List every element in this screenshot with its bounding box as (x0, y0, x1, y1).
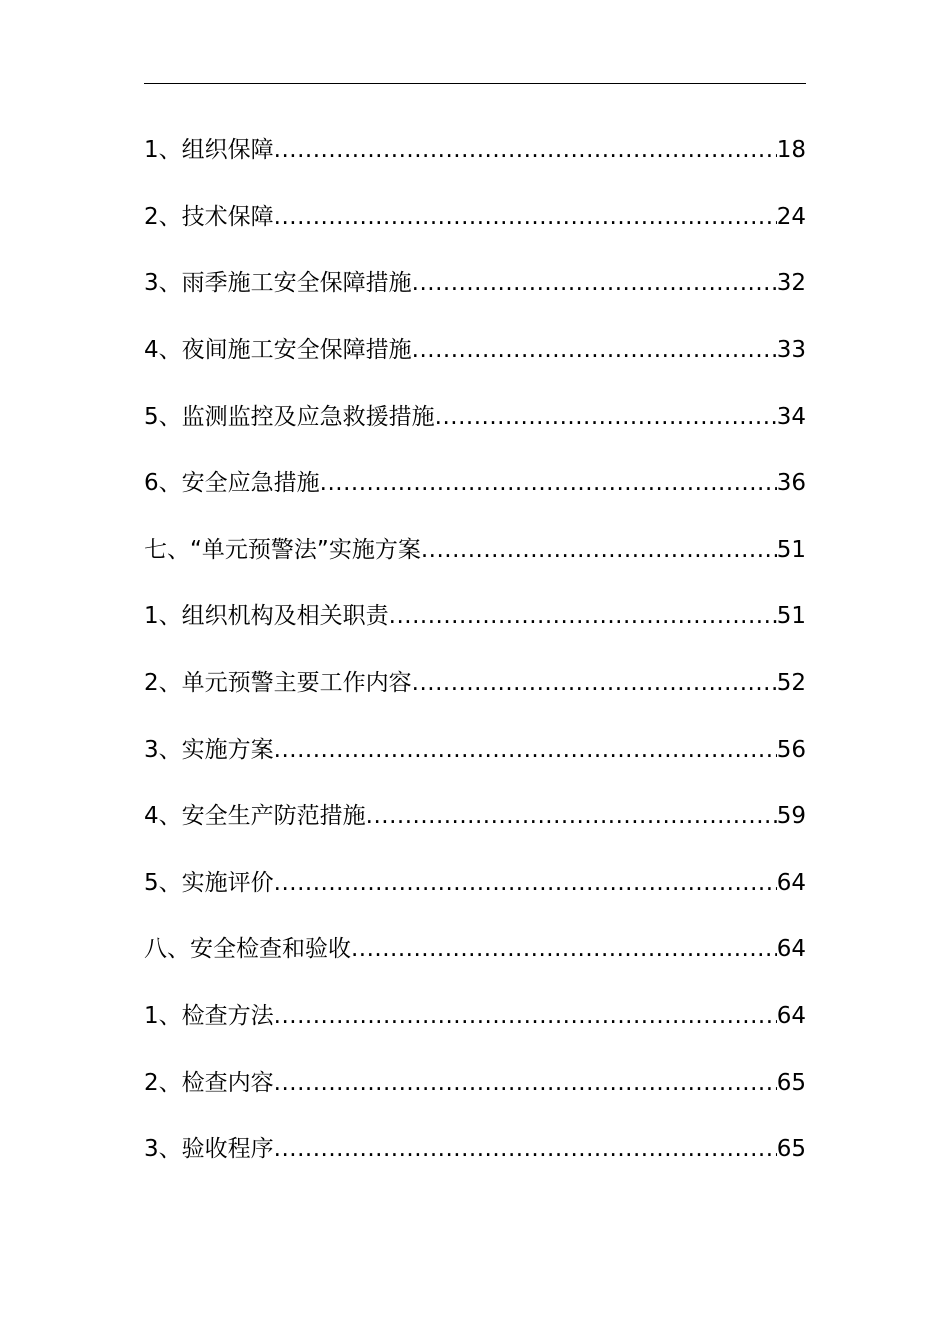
toc-dot-leader (274, 868, 777, 898)
toc-entry[interactable] (144, 117, 806, 184)
toc-entry-page: 65 (776, 1069, 806, 1096)
toc-entry-title: 4、夜间施工安全保障措施 (144, 337, 412, 364)
toc-entry-page: 36 (776, 470, 806, 497)
toc-entry[interactable] (144, 517, 806, 584)
toc-dot-leader (351, 934, 777, 964)
toc-entry[interactable] (144, 583, 806, 650)
toc-entry[interactable] (144, 184, 806, 251)
toc-entry-page: 59 (776, 803, 806, 830)
toc-dot-leader (435, 402, 777, 432)
toc-entry[interactable] (144, 983, 806, 1050)
toc-entry[interactable] (144, 1049, 806, 1116)
toc-entry-title: 八、安全检查和验收 (144, 936, 351, 963)
toc-entry-page: 24 (776, 203, 806, 230)
toc-entry[interactable] (144, 916, 806, 983)
toc-dot-leader (274, 1001, 777, 1031)
toc-entry-title: 3、实施方案 (144, 736, 274, 763)
toc-entry-title: 3、雨季施工安全保障措施 (144, 270, 412, 297)
toc-dot-leader (421, 535, 777, 565)
toc-entry-title: 6、安全应急措施 (144, 470, 320, 497)
toc-entry[interactable] (144, 716, 806, 783)
toc-dot-leader (412, 268, 777, 298)
toc-entry-title: 1、组织保障 (144, 137, 274, 164)
toc-entry-title: 4、安全生产防范措施 (144, 803, 366, 830)
toc-entry-page: 51 (776, 536, 806, 563)
toc-entry-page: 33 (776, 337, 806, 364)
toc-dot-leader (274, 135, 777, 165)
toc-entry[interactable] (144, 383, 806, 450)
toc-dot-leader (274, 735, 777, 765)
toc-entry-title: 5、监测监控及应急救援措施 (144, 403, 435, 430)
toc-entry[interactable] (144, 783, 806, 850)
toc-entry[interactable] (144, 650, 806, 717)
toc-entry-title: 2、检查内容 (144, 1069, 274, 1096)
table-of-contents (144, 117, 806, 1183)
toc-dot-leader (274, 1068, 777, 1098)
toc-dot-leader (412, 335, 777, 365)
toc-entry-title: 5、实施评价 (144, 869, 274, 896)
toc-entry-page: 64 (776, 1003, 806, 1030)
toc-entry[interactable] (144, 1116, 806, 1183)
toc-dot-leader (320, 468, 777, 498)
toc-dot-leader (412, 668, 777, 698)
toc-entry-page: 34 (776, 403, 806, 430)
toc-entry-page: 64 (776, 869, 806, 896)
toc-entry[interactable] (144, 250, 806, 317)
toc-dot-leader (366, 801, 777, 831)
toc-entry-title: 七、“单元预警法”实施方案 (144, 536, 421, 563)
toc-entry-title: 1、组织机构及相关职责 (144, 603, 389, 630)
toc-dot-leader (274, 202, 777, 232)
toc-entry-page: 65 (776, 1136, 806, 1163)
toc-entry[interactable] (144, 317, 806, 384)
toc-entry-page: 52 (776, 670, 806, 697)
toc-entry-title: 1、检查方法 (144, 1003, 274, 1030)
toc-dot-leader (389, 601, 777, 631)
toc-entry-page: 64 (776, 936, 806, 963)
toc-entry-page: 56 (776, 736, 806, 763)
toc-entry[interactable] (144, 850, 806, 917)
toc-entry-title: 3、验收程序 (144, 1136, 274, 1163)
toc-entry-page: 32 (776, 270, 806, 297)
toc-entry-title: 2、技术保障 (144, 203, 274, 230)
toc-dot-leader (274, 1134, 777, 1164)
toc-entry-page: 18 (776, 137, 806, 164)
toc-entry-title: 2、单元预警主要工作内容 (144, 670, 412, 697)
toc-entry[interactable] (144, 450, 806, 517)
toc-entry-page: 51 (776, 603, 806, 630)
header-rule (144, 83, 806, 84)
